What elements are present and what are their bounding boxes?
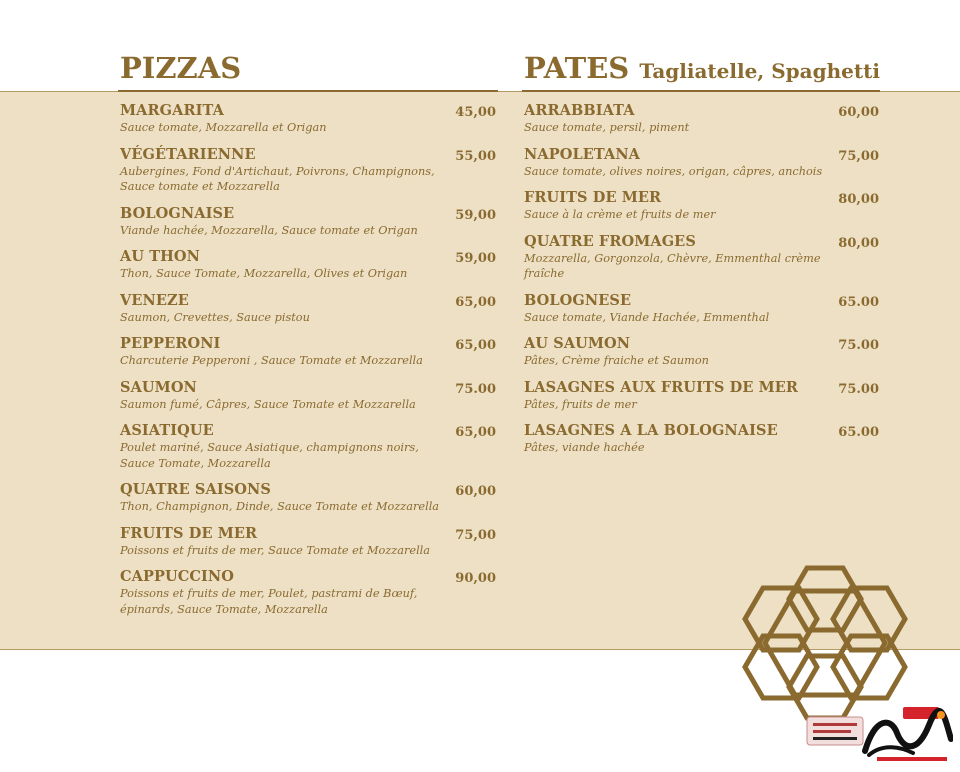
menu-item — [120, 525, 496, 559]
pizzas-title-text: PIZZAS — [120, 51, 242, 85]
pates-title-text: PATES — [524, 51, 630, 85]
item-description: Sauce tomate, persil, piment — [524, 121, 690, 134]
pates-section-title — [524, 50, 880, 89]
item-price: 90,00 — [455, 571, 496, 586]
menu-item — [120, 146, 496, 195]
item-name: AU THON — [120, 248, 201, 265]
item-price: 75.00 — [838, 338, 879, 353]
item-name: ASIATIQUE — [120, 422, 214, 439]
item-description: Saumon fumé, Câpres, Sauce Tomate et Mozzarella — [120, 397, 416, 411]
item-price: 80,00 — [838, 192, 879, 207]
item-description: Poulet mariné, Sauce Asiatique, champignons noirs, Sauce Tomate, Mozzarella — [120, 441, 419, 470]
item-description: Poissons et fruits de mer, Sauce Tomate et Mozzarella — [120, 543, 431, 557]
watermark-logo-icon — [805, 703, 953, 765]
item-name: BOLOGNAISE — [120, 204, 235, 222]
pizzas-section-title — [120, 50, 241, 86]
item-price: 75.00 — [838, 381, 879, 397]
item-name: FRUITS DE MER — [524, 189, 662, 206]
item-name: SAUMON — [120, 378, 197, 396]
item-price: 45,00 — [455, 105, 496, 120]
item-description: Aubergines, Fond d'Artichaut, Poivrons, Champignons, Sauce tomate et Mozzarella — [120, 164, 435, 193]
item-name: LASAGNES A LA BOLOGNAISE — [524, 422, 778, 439]
menu-item — [524, 335, 879, 369]
menu-item — [524, 146, 879, 180]
item-description: Saumon, Crevettes, Sauce pistou — [120, 310, 310, 324]
item-price: 75.00 — [455, 381, 496, 397]
menu-item — [120, 205, 496, 239]
pizzas-list — [120, 102, 496, 627]
menu-item — [120, 102, 496, 136]
item-name: BOLOGNESE — [524, 291, 632, 309]
pates-list — [524, 102, 879, 466]
menu-item — [120, 568, 496, 617]
pates-title-rule — [522, 90, 880, 92]
item-description: Charcuterie Pepperoni , Sauce Tomate et Mozzarella — [120, 354, 423, 367]
menu-item — [120, 292, 496, 326]
item-description: Sauce tomate, Viande Hachée, Emmenthal — [524, 310, 770, 324]
item-description: Thon, Sauce Tomate, Mozzarella, Olives et Origan — [120, 267, 408, 280]
item-description: Poissons et fruits de mer, Poulet, pastrami de Bœuf, épinards, Sauce Tomate, Mozzarella — [120, 587, 418, 616]
item-name: ARRABBIATA — [524, 102, 635, 119]
item-price: 65,00 — [455, 425, 496, 440]
item-name: LASAGNES AUX FRUITS DE MER — [524, 378, 799, 396]
item-name: QUATRE FROMAGES — [524, 232, 696, 250]
item-description: Sauce tomate, olives noires, origan, câpres, anchois — [524, 164, 823, 178]
item-name: QUATRE SAISONS — [120, 481, 271, 498]
pates-subtitle: Tagliatelle, Spaghetti — [639, 59, 880, 83]
item-description: Pâtes, fruits de mer — [524, 397, 637, 411]
menu-item — [524, 292, 879, 326]
item-name: CAPPUCCINO — [120, 568, 234, 585]
item-name: AU SAUMON — [524, 335, 631, 352]
menu-item — [120, 248, 496, 282]
menu-item — [524, 233, 879, 282]
item-name: VENEZE — [120, 291, 189, 309]
item-price: 80,00 — [838, 235, 879, 251]
menu-item — [524, 102, 879, 136]
menu-item — [120, 335, 496, 369]
pizzas-title-rule — [118, 90, 498, 92]
item-name: MARGARITA — [120, 102, 224, 119]
item-name: NAPOLETANA — [524, 145, 641, 163]
item-price: 59,00 — [455, 207, 496, 223]
item-description: Viande hachée, Mozzarella, Sauce tomate et Origan — [120, 223, 418, 237]
menu-item — [524, 189, 879, 223]
item-description: Pâtes, viande hachée — [524, 441, 645, 454]
menu-item — [120, 422, 496, 471]
item-description: Thon, Champignon, Dinde, Sauce Tomate et Mozzarella — [120, 500, 440, 513]
item-description: Sauce tomate, Mozzarella et Origan — [120, 121, 327, 134]
item-description: Sauce à la crème et fruits de mer — [524, 208, 716, 221]
item-description: Mozzarella, Gorgonzola, Chèvre, Emmenthal crème fraîche — [524, 251, 821, 280]
item-price: 60,00 — [455, 484, 496, 499]
item-price: 55,00 — [455, 148, 496, 164]
item-price: 65.00 — [838, 425, 879, 440]
item-price: 75,00 — [455, 527, 496, 543]
menu-item — [120, 379, 496, 413]
menu-item — [524, 422, 879, 456]
item-price: 65,00 — [455, 294, 496, 310]
item-description: Pâtes, Crème fraiche et Saumon — [524, 354, 709, 367]
item-price: 65.00 — [838, 294, 879, 310]
item-name: FRUITS DE MER — [120, 524, 258, 542]
menu-item — [524, 379, 879, 413]
item-price: 65,00 — [455, 338, 496, 353]
item-price: 59,00 — [455, 251, 496, 266]
item-price: 75,00 — [838, 148, 879, 164]
item-name: VÉGÉTARIENNE — [120, 145, 256, 163]
menu-item — [120, 481, 496, 515]
item-price: 60,00 — [838, 105, 879, 120]
item-name: PEPPERONI — [120, 335, 221, 352]
